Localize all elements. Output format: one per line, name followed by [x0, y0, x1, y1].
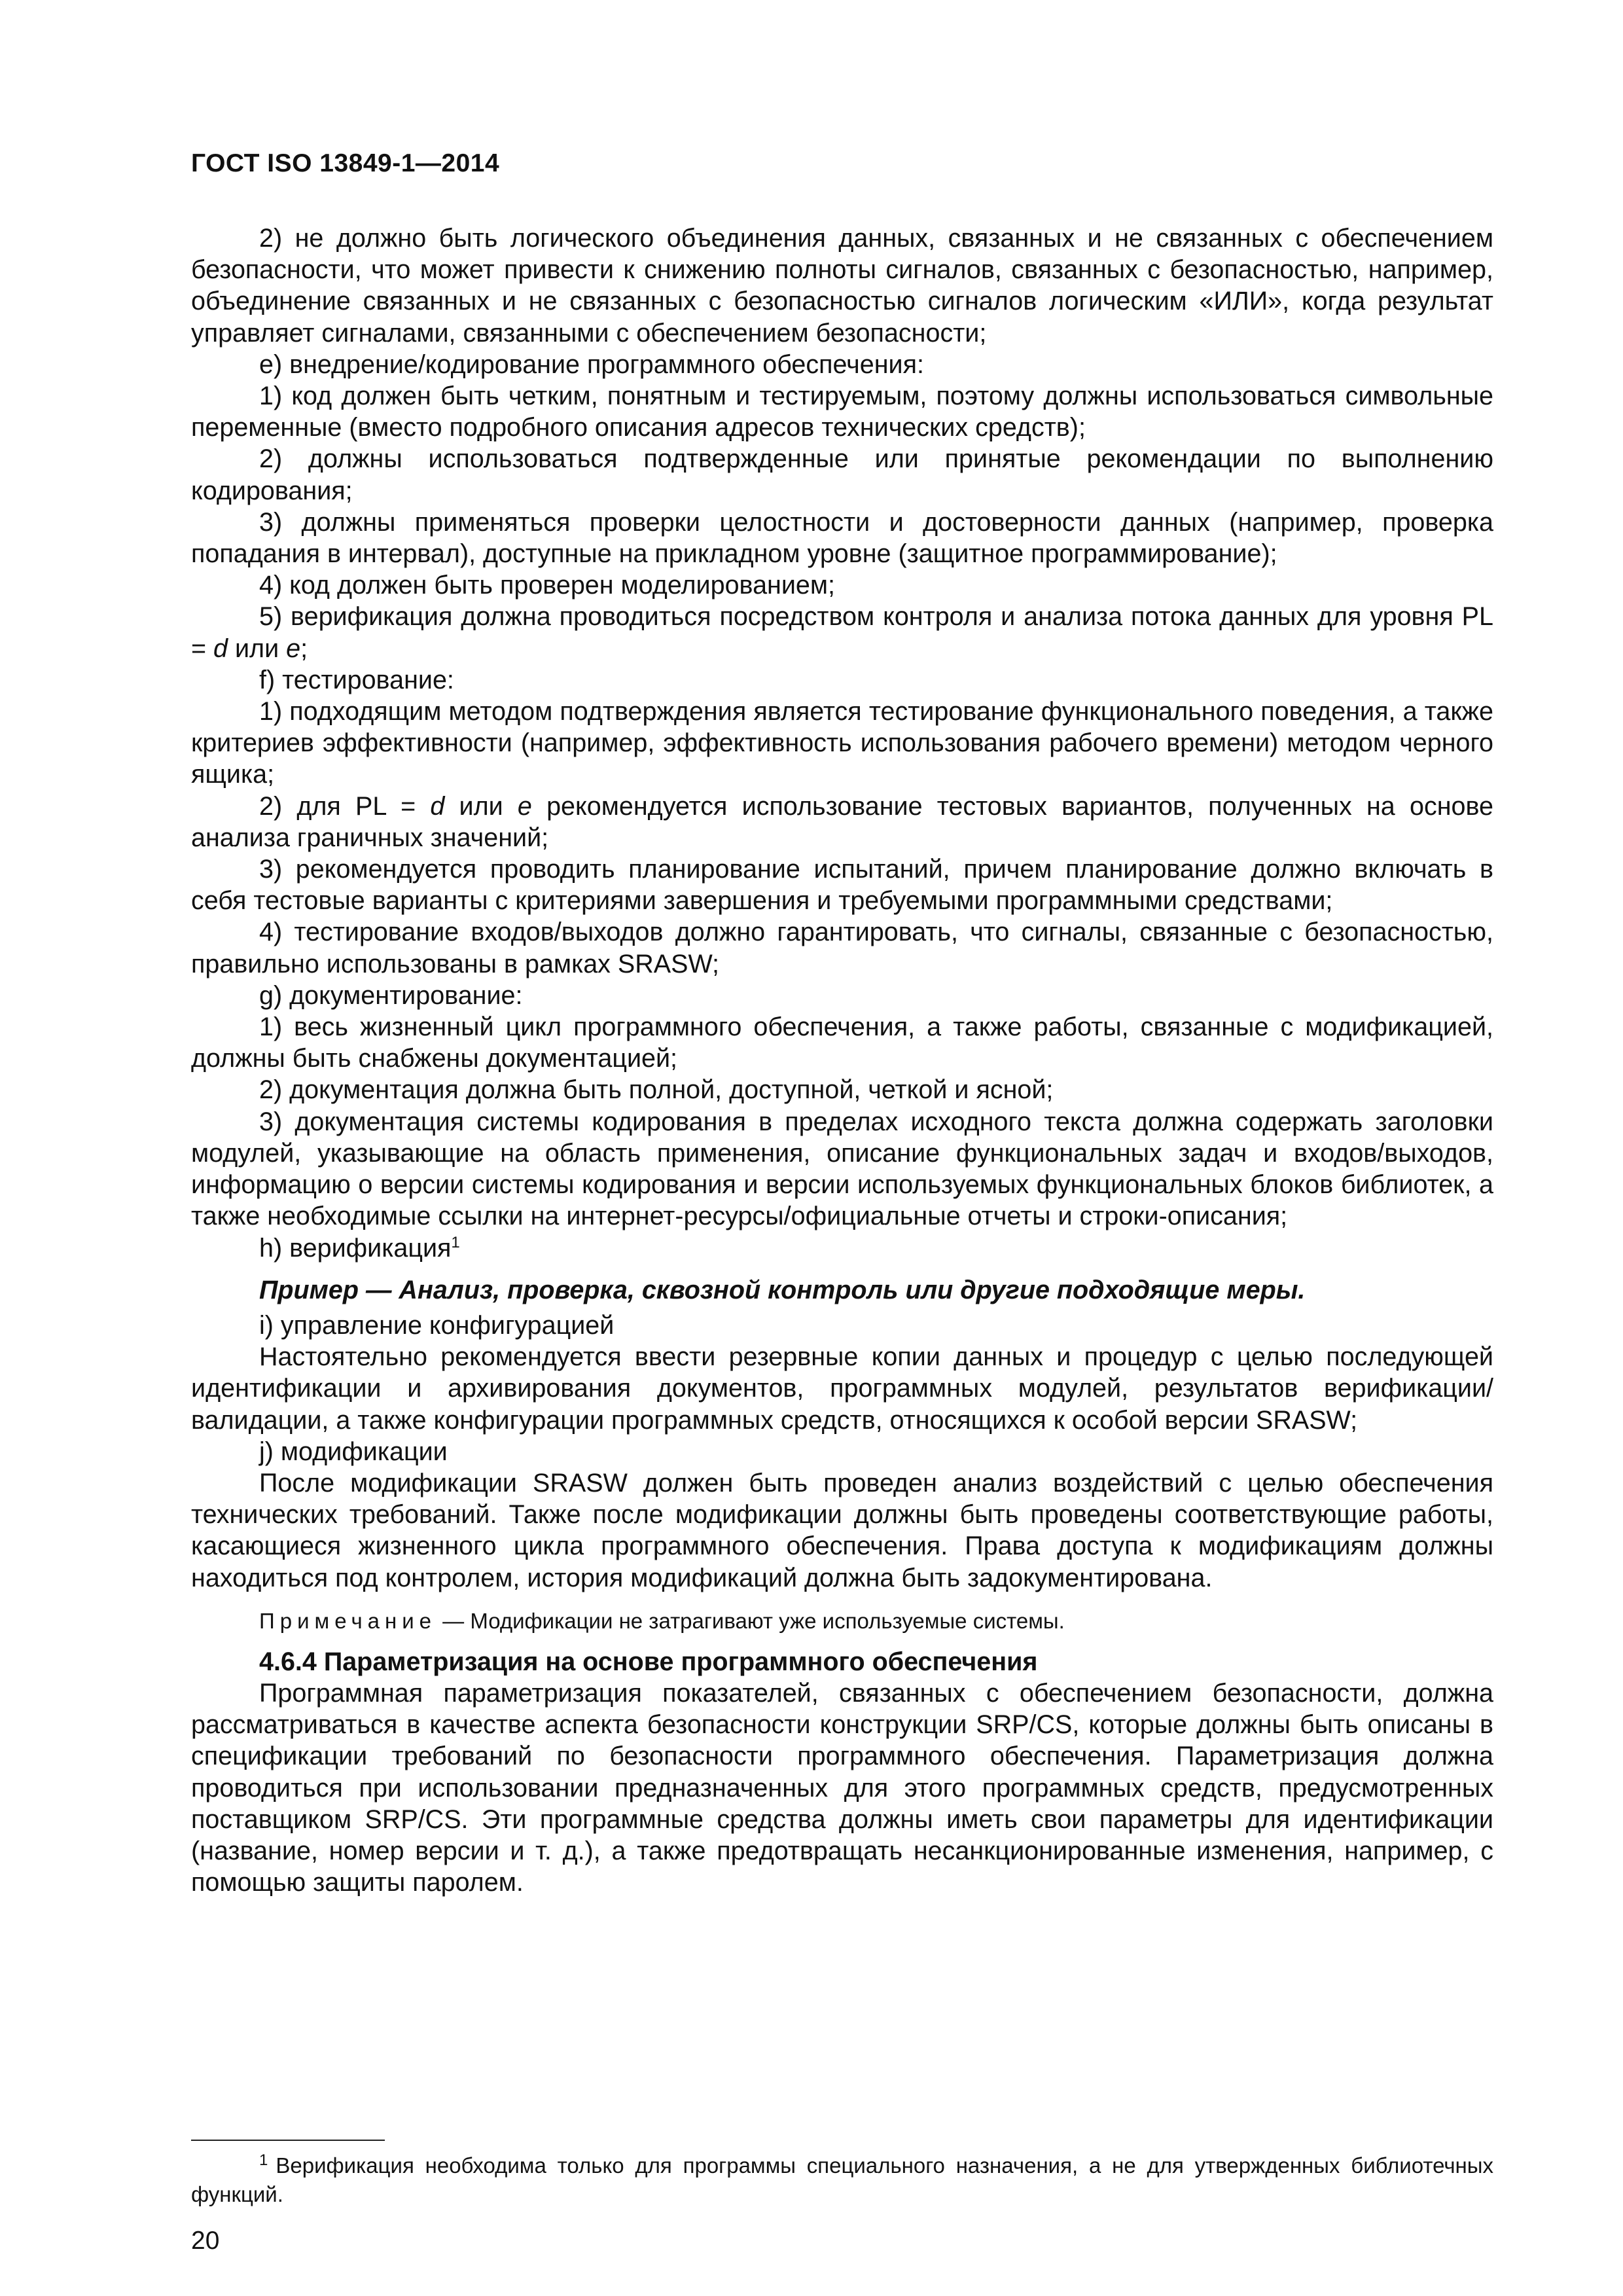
- footnote-separator: [191, 2140, 385, 2141]
- paragraph: 3) рекомендуется проводить планирование испытаний, причем планирование должно включать в себя тестовые варианты с критериями завершения и требуемыми программными средствами;: [191, 855, 1493, 916]
- j-item-body: После модификации SRASW должен быть проведен анализ воздействий с целью обеспечения технических требований. Также после модификации должны быть проведены соответствующие работы, касающиеся жизненного цикла программного обеспечения. Права доступа к модификациям должны находиться под контролем, история модификаций должна быть задокументирована.: [191, 1468, 1493, 1592]
- verification-item: 5) верификация должна проводиться посредством контроля и анализа потока данных для уровня PL = d или e;: [191, 602, 1493, 663]
- document-header: ГОСТ ISO 13849-1—2014: [191, 149, 500, 177]
- paragraph: f) тестирование:: [259, 665, 454, 694]
- section-title: 4.6.4 Параметризация на основе программного обеспечения: [259, 1647, 1038, 1676]
- paragraph: е) внедрение/кодирование программного обеспечения:: [259, 350, 924, 379]
- footnote-reference: 1: [451, 1233, 460, 1251]
- paragraph: 4) тестирование входов/выходов должно гарантировать, что сигналы, связанные с безопасностью, правильно использованы в рамках SRASW;: [191, 918, 1493, 978]
- paragraph: 1) весь жизненный цикл программного обеспечения, а также работы, связанные с модификацией, должны быть снабжены документацией;: [191, 1013, 1493, 1073]
- paragraph: 2) не должно быть логического объединения данных, связанных и не связанных с обеспечением безопасности, что может привести к снижению полноты сигналов, связанных с безопасностью, например, объединение связанных и не связанных с безопасностью сигналов логическим «ИЛИ», когда результат управляет сигналами, связанными с обеспечением безопасности;: [191, 224, 1493, 348]
- j-item-title: j) модификации: [259, 1437, 448, 1466]
- example-text: Пример — Анализ, проверка, сквозной контроль или другие подходящие меры.: [259, 1275, 1306, 1304]
- paragraph: 4) код должен быть проверен моделированием;: [259, 571, 836, 600]
- h-item: h) верификация$^1$: [259, 1233, 460, 1263]
- section-body: Программная параметризация показателей, связанных с обеспечением безопасности, должна рассматриваться в качестве аспекта безопасности конструкции SRP/CS, которые должны быть описаны в спецификации требований по безопасности программного обеспечения. Параметризация должна проводиться при использовании предназначенных для этого программных средств, предусмотренных поставщиком SRP/CS. Эти программные средства должны иметь свои параметры для идентификации (название, номер версии и т. д.), а также предотвращать несанкционированные изменения, например, с помощью защиты паролем.: [191, 1678, 1493, 1897]
- paragraph: 3) документация системы кодирования в пределах исходного текста должна содержать заголовки модулей, указывающие на область применения, описание функциональных задач и входов/выходов, информацию о версии системы кодирования и версии используемых функциональных блоков библиотек, а также необходимые ссылки на интернет-ресурсы/официальные отчеты и строки-описания;: [191, 1107, 1493, 1231]
- paragraph: 1) код должен быть четким, понятным и тестируемым, поэтому должны использоваться символьные переменные (вместо подробного описания адресов технических средств);: [191, 382, 1493, 442]
- page-number: 20: [191, 2227, 220, 2255]
- page-body: [191, 223, 1493, 1898]
- testing-item: 2) для PL = d или e рекомендуется использование тестовых вариантов, полученных на основе анализа граничных значений;: [191, 791, 1493, 852]
- i-item-title: i) управление конфигурацией: [259, 1310, 615, 1340]
- paragraph: 2) должны использоваться подтвержденные или принятые рекомендации по выполнению кодирования;: [191, 444, 1493, 505]
- note-label: Примечание: [259, 1608, 437, 1633]
- paragraph: 3) должны применяться проверки целостности и достоверности данных (например, проверка попадания в интервал), доступные на прикладном уровне (защитное программирование);: [191, 507, 1493, 569]
- footnote: $^1$ Верификация необходима только для программы специального назначения, а не для утвержденных библиотечных функций.: [191, 2151, 1493, 2206]
- paragraph: 2) документация должна быть полной, доступной, четкой и ясной;: [259, 1075, 1054, 1105]
- paragraph: g) документирование:: [259, 980, 523, 1010]
- paragraph: 1) подходящим методом подтверждения является тестирование функционального поведения, а также критериев эффективности (например, эффективность использования рабочего времени) методом черного ящика;: [191, 697, 1493, 789]
- note: Примечание — Модификации не затрагивают уже используемые системы.: [259, 1608, 1065, 1633]
- i-item-body: Настоятельно рекомендуется ввести резервные копии данных и процедур с целью последующей идентификации и архивирования документов, программных модулей, результатов верификации/валидации, а также конфигурации программных средств, относящихся к особой версии SRASW;: [191, 1342, 1493, 1435]
